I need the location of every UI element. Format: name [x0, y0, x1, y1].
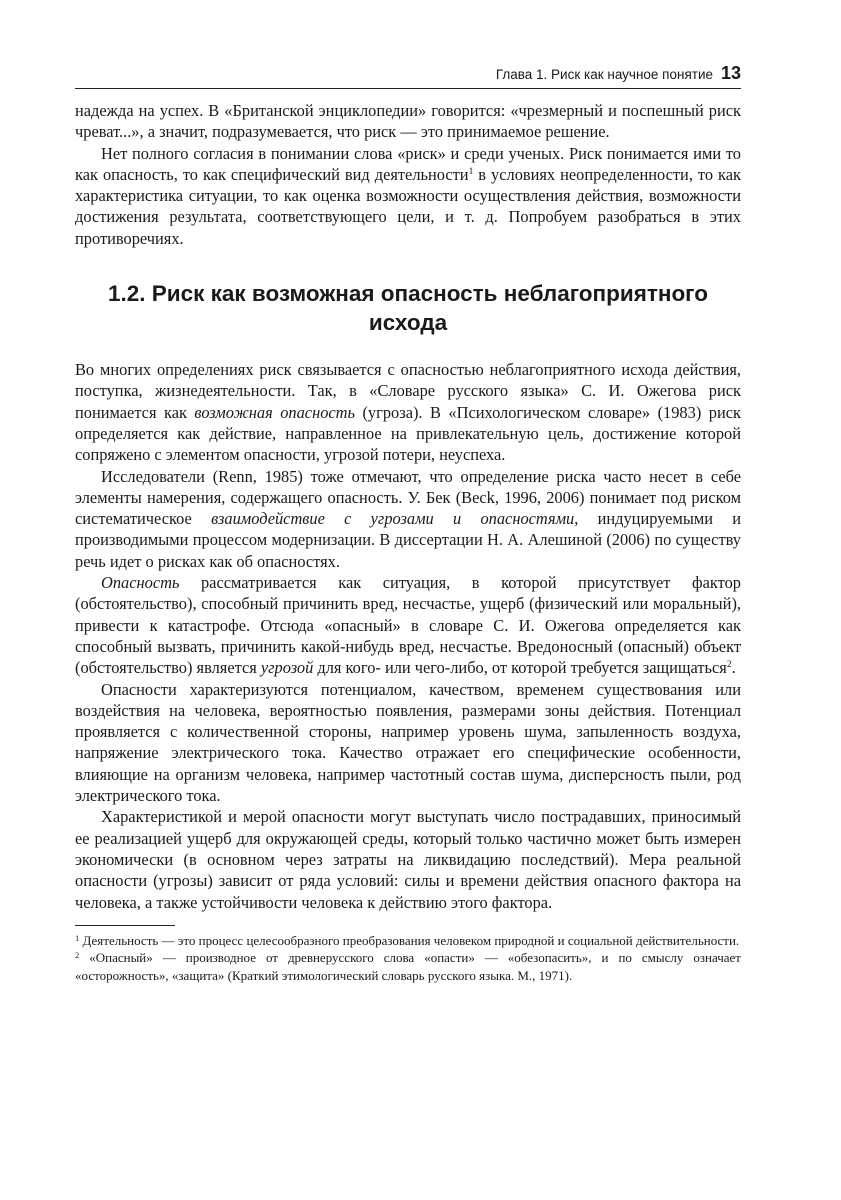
page-body — [75, 100, 741, 913]
p3-text-b: для кого- или чего-либо, от которой требуется защищаться — [313, 658, 727, 678]
footnotes — [75, 932, 741, 985]
running-head: Глава 1. Риск как научное понятие — [495, 67, 713, 82]
intro-paragraph-1: надежда на успех. В «Британской энциклопедии» говорится: «чрезмерный и поспешный риск чреват...», а значит, подразумевается, что риск — это принимаемое решение. — [75, 101, 741, 142]
footnote-1 — [75, 932, 741, 950]
p3-emphasis-2: угрозой — [260, 658, 314, 678]
paragraph-1 — [75, 359, 741, 465]
p2-text-a: Исследователи (Renn, 1985) тоже отмечают, что определение риска часто несет в себе элементы намерения, содержащего опасность. У. Бек (Beck, 1996, 2006) понимает под риском систематическое — [75, 466, 741, 529]
paragraph-3 — [75, 572, 741, 678]
p1-text-a: Во многих определениях риск связывается с опасностью неблагоприятного исхода действия, поступка, жизнедеятельности. Так, в «Словаре русского языка» С. И. Ожегова риск понимается как — [75, 360, 741, 422]
p1-text-b: (угроза). В «Психологическом словаре» (1983) риск определяется как действие, направленное на привлекательную цель, достижение которой сопряжено с элементом опасности, угрозой потери, неуспеха. — [75, 402, 741, 465]
section-heading: 1.2. Риск как возможная опасность неблагоприятного исхода — [107, 281, 709, 336]
footnote-divider — [75, 925, 175, 926]
footnote-ref-2: 2 — [726, 660, 732, 671]
p3-emphasis-1: Опасность — [101, 573, 180, 593]
p2-text-b: , индуцируемыми и производимыми процессом модернизации. В диссертации Н. А. Алешиной (2006) по существу речь идет о рисках как об опасностях. — [75, 509, 742, 571]
paragraph-2 — [75, 466, 741, 572]
footnote-2-text: «Опасный» — производное от древнерусского слова «опасти» — «обезопасить», и по смыслу означает «осторожность», «защита» (Краткий этимологический словарь русского языка. М., 1971). — [75, 950, 741, 983]
p3-text-c: . — [731, 658, 736, 678]
p3-text-a: рассматривается как ситуация, в которой присутствует фактор (обстоятельство), способный причинить вред, несчастье, ущерб (физический или моральный), привести к катастрофе. Отсюда «опасный» в словаре С. И. Ожегова определяется как способный вызвать, причинить какой-нибудь вред, несчастье. Вредоносный (опасный) объект (обстоятельство) является — [75, 573, 741, 678]
intro-p2-text-b: в условиях неопределенности, то как характеристика ситуации, то как оценка возможности осуществления действия, возможности достижения результата, соответствующего цели, и т. д. Попробуем разобраться в этих противоречиях. — [75, 164, 741, 248]
paragraph-5: Характеристикой и мерой опасности могут выступать число пострадавших, приносимый ее реализацией ущерб для окружающей среды, который только частично может быть измерен экономически (в основном через затраты на ликвидацию последствий). Мера реальной опасности (угрозы) зависит от ряда условий: силы и времени действия опасного фактора на человека, а также устойчивости человека к действию этого фактора. — [75, 807, 741, 912]
p2-emphasis: взаимодействие с угрозами и опасностями — [211, 509, 575, 529]
intro-paragraph-2 — [75, 143, 741, 249]
page-number: 13 — [720, 63, 741, 83]
p1-emphasis: возможная опасность — [194, 402, 355, 422]
footnote-2 — [75, 949, 741, 984]
book-page — [75, 60, 741, 985]
intro-p2-text-a: Нет полного согласия в понимании слова «риск» и среди ученых. Риск понимается ими то как опасность, то как специфический вид деятельности — [75, 143, 741, 184]
footnote-1-text: Деятельность — это процесс целесообразного преобразования человеком природной и социальной действительности. — [79, 932, 740, 948]
page-header — [75, 60, 741, 89]
paragraph-4: Опасности характеризуются потенциалом, качеством, временем существования или воздействия на человека, вероятностью появления, размерами зоны действия. Потенциал проявляется с количественной стороны, например уровень шума, запыленность воздуха, напряжение электрического тока. Качество отражает его специфические особенности, влияющие на организм человека, например частотный состав шума, дисперсность пыли, род электрического тока. — [75, 679, 741, 806]
footnote-ref-1: 1 — [468, 166, 474, 177]
footnote-2-mark: 2 — [75, 950, 80, 961]
footnote-1-mark: 1 — [75, 932, 80, 943]
